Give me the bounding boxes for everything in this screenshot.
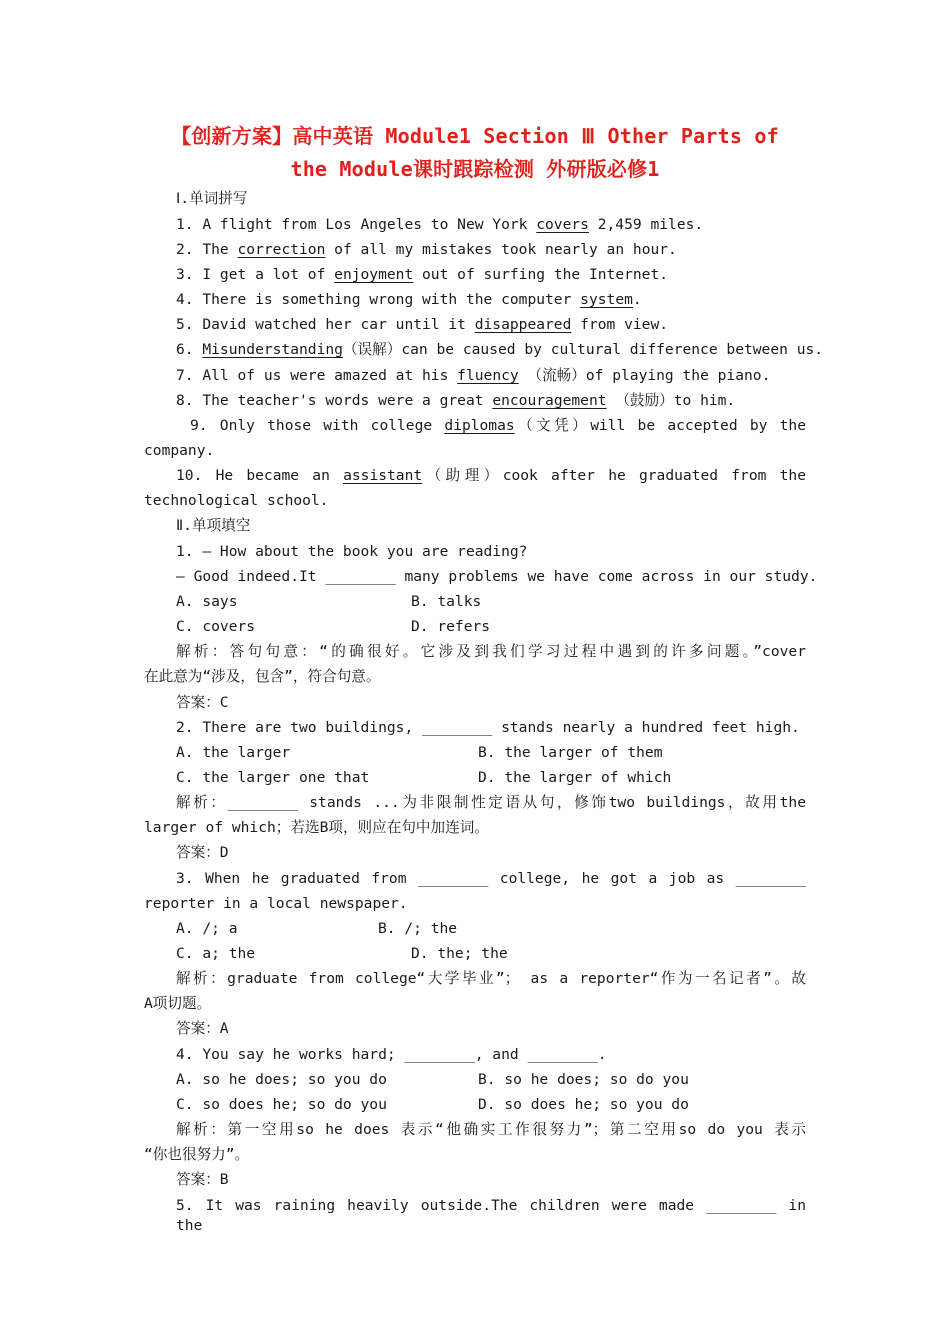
document-title-line2: the Module课时跟踪检测 外研版必修1 [290, 157, 660, 181]
option-b: B. the larger of them [478, 744, 663, 761]
explanation: 解析：答句句意：“的确很好。它涉及到我们学习过程中遇到的许多问题。”cover [176, 643, 806, 660]
explanation: larger of which；若选B项，则应在句中加连词。 [144, 819, 489, 836]
explanation: A项切题。 [144, 995, 212, 1012]
question-stem: 4. You say he works hard; ________, and ________. [176, 1046, 607, 1063]
option-b: B. so he does; so do you [478, 1071, 689, 1088]
answer: 答案：A [176, 1020, 229, 1037]
list-item-continuation: technological school. [144, 492, 329, 509]
list-item: 1. A flight from Los Angeles to New York covers 2,459 miles. [176, 216, 704, 233]
option-d: D. so does he; so you do [478, 1096, 689, 1113]
option-d: D. the; the [411, 945, 508, 962]
option-c: C. so does he; so do you [176, 1096, 387, 1113]
explanation: 解析：________ stands ...为非限制性定语从句，修饰two buildings，故用the [176, 794, 806, 811]
list-item: 10. He became an assistant（助理）cook after he graduated from the [176, 467, 806, 484]
list-item: 2. The correction of all my mistakes took nearly an hour. [176, 241, 677, 258]
option-d: D. refers [411, 618, 491, 635]
question-stem: 3. When he graduated from ________ college, he got a job as ________ [176, 870, 806, 887]
list-item: 7. All of us were amazed at his fluency （流畅）of playing the piano. [176, 367, 771, 384]
document-title-line1: 【创新方案】高中英语 Module1 Section Ⅲ Other Parts of [171, 124, 779, 148]
option-c: C. the larger one that [176, 769, 370, 786]
answer: 答案：B [176, 1171, 229, 1188]
question-stem: — Good indeed.It ________ many problems we have come across in our study. [176, 568, 818, 585]
question-stem: 1. — How about the book you are reading? [176, 543, 528, 560]
option-c: C. covers [176, 618, 256, 635]
list-item-continuation: company. [144, 442, 215, 459]
explanation: “你也很努力”。 [144, 1146, 250, 1163]
option-a: A. says [176, 593, 238, 610]
answer: 答案：C [176, 694, 229, 711]
list-item: 4. There is something wrong with the computer system. [176, 291, 642, 308]
question-stem: reporter in a local newspaper. [144, 895, 408, 912]
explanation: 解析：graduate from college“大学毕业”； as a reporter“作为一名记者”。故 [176, 970, 806, 987]
option-a: A. the larger [176, 744, 291, 761]
option-c: C. a; the [176, 945, 256, 962]
option-b: B. talks [411, 593, 482, 610]
option-b: B. /; the [378, 920, 458, 937]
explanation: 在此意为“涉及，包含”，符合句意。 [144, 668, 381, 685]
list-item: 3. I get a lot of enjoyment out of surfing the Internet. [176, 266, 669, 283]
option-d: D. the larger of which [478, 769, 672, 786]
question-stem: 2. There are two buildings, ________ stands nearly a hundred feet high. [176, 719, 800, 736]
section-heading-spelling: Ⅰ.单词拼写 [176, 190, 248, 207]
answer: 答案：D [176, 844, 229, 861]
explanation: 解析：第一空用so he does 表示“他确实工作很努力”；第二空用so do you 表示 [176, 1121, 806, 1138]
option-a: A. /; a [176, 920, 238, 937]
option-a: A. so he does; so you do [176, 1071, 387, 1088]
section-heading-choice: Ⅱ.单项填空 [176, 517, 251, 534]
list-item: 8. The teacher's words were a great encouragement （鼓励）to him. [176, 392, 736, 409]
list-item: 9. Only those with college diplomas（文凭）will be accepted by the [190, 417, 806, 434]
question-stem: 5. It was raining heavily outside.The children were made ________ in the [176, 1197, 806, 1234]
list-item: 6. Misunderstanding（误解）can be caused by cultural difference between us. [176, 341, 824, 358]
list-item: 5. David watched her car until it disappeared from view. [176, 316, 669, 333]
